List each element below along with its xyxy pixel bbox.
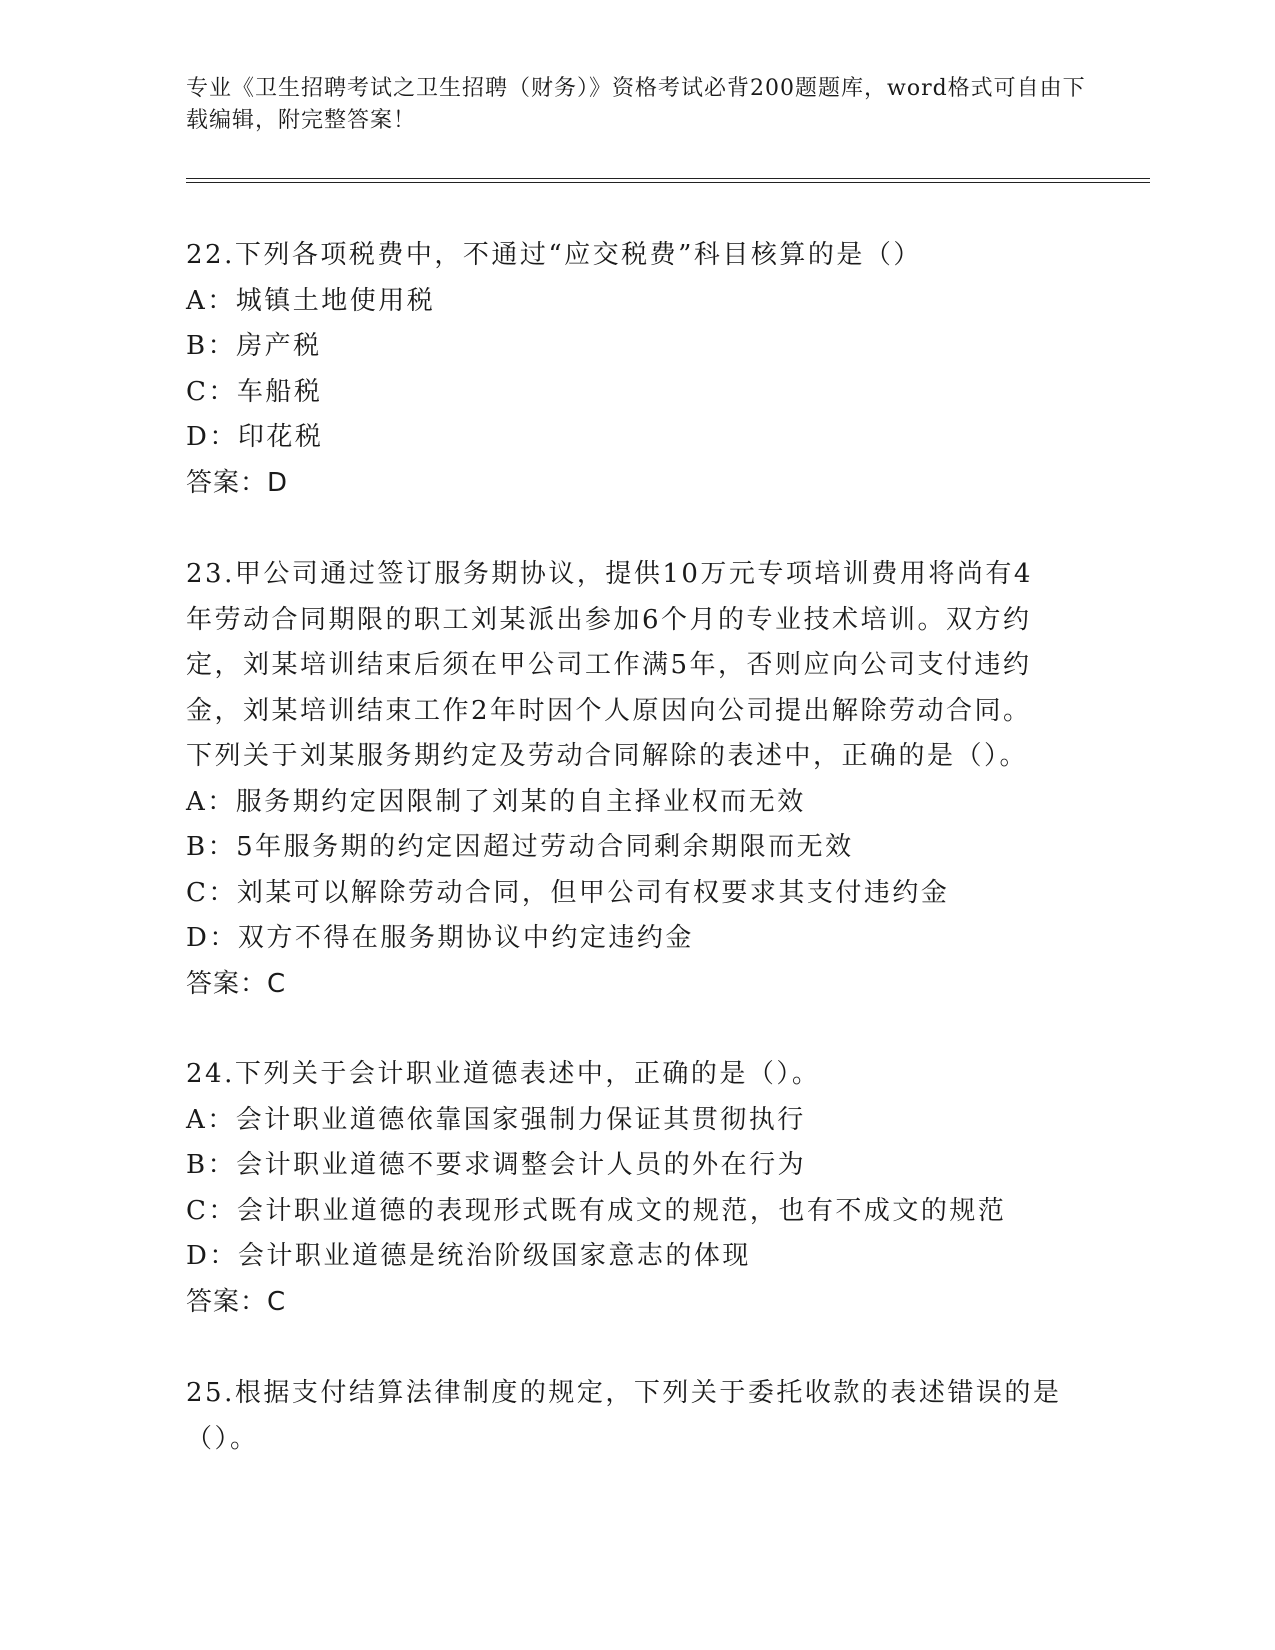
question-23	[186, 552, 1076, 1007]
question-stem: 22.下列各项税费中，不通过“应交税费”科目核算的是（）	[186, 240, 922, 270]
question-25	[186, 1371, 1076, 1462]
option-b: B：5年服务期的约定因超过劳动合同剩余期限而无效	[186, 832, 854, 862]
question-22	[186, 233, 1076, 506]
option-d: D：印花税	[186, 422, 324, 452]
option-c: C：刘某可以解除劳动合同，但甲公司有权要求其支付违约金	[186, 877, 950, 908]
option-a: A：服务期约定因限制了刘某的自主择业权而无效	[186, 786, 806, 817]
question-stem-line-3: 定，刘某培训结束后须在甲公司工作满5年，否则应向公司支付违约	[186, 650, 1032, 680]
question-stem-line-2: 年劳动合同期限的职工刘某派出参加6个月的专业技术培训。双方约	[186, 604, 1032, 635]
question-stem: 24.下列关于会计职业道德表述中，正确的是（）。	[186, 1059, 821, 1089]
option-d: D：双方不得在服务期协议中约定违约金	[186, 923, 694, 953]
option-c: C：车船税	[186, 376, 323, 407]
option-b: B：房产税	[186, 331, 322, 361]
option-a: A：会计职业道德依靠国家强制力保证其贯彻执行	[186, 1104, 806, 1135]
question-stem-line-5: 下列关于刘某服务期约定及劳动合同解除的表述中，正确的是（）。	[186, 741, 1029, 771]
document-header	[186, 73, 1086, 137]
option-b: B：会计职业道德不要求调整会计人员的外在行为	[186, 1150, 807, 1180]
answer: 答案：C	[186, 968, 287, 999]
option-a: A：城镇土地使用税	[186, 285, 436, 316]
question-stem-line-4: 金，刘某培训结束工作2年时因个人原因向公司提出解除劳动合同。	[186, 695, 1032, 726]
question-stem-line-2: （）。	[186, 1423, 259, 1454]
question-24	[186, 1052, 1076, 1325]
header-text: 专业《卫生招聘考试之卫生招聘（财务）》资格考试必背200题题库，word格式可自由下载编辑，附完整答案！	[186, 76, 1086, 133]
answer: 答案：C	[186, 1286, 287, 1317]
question-stem-line-1: 23.甲公司通过签订服务期协议，提供10万元专项培训费用将尚有4	[186, 559, 1033, 589]
option-c: C：会计职业道德的表现形式既有成文的规范，也有不成文的规范	[186, 1195, 1007, 1226]
question-stem-line-1: 25.根据支付结算法律制度的规定，下列关于委托收款的表述错误的是	[186, 1378, 1062, 1408]
header-divider-bottom	[186, 182, 1150, 183]
header-divider-top	[186, 178, 1150, 179]
option-d: D：会计职业道德是统治阶级国家意志的体现	[186, 1241, 751, 1271]
answer: 答案：D	[186, 467, 289, 498]
